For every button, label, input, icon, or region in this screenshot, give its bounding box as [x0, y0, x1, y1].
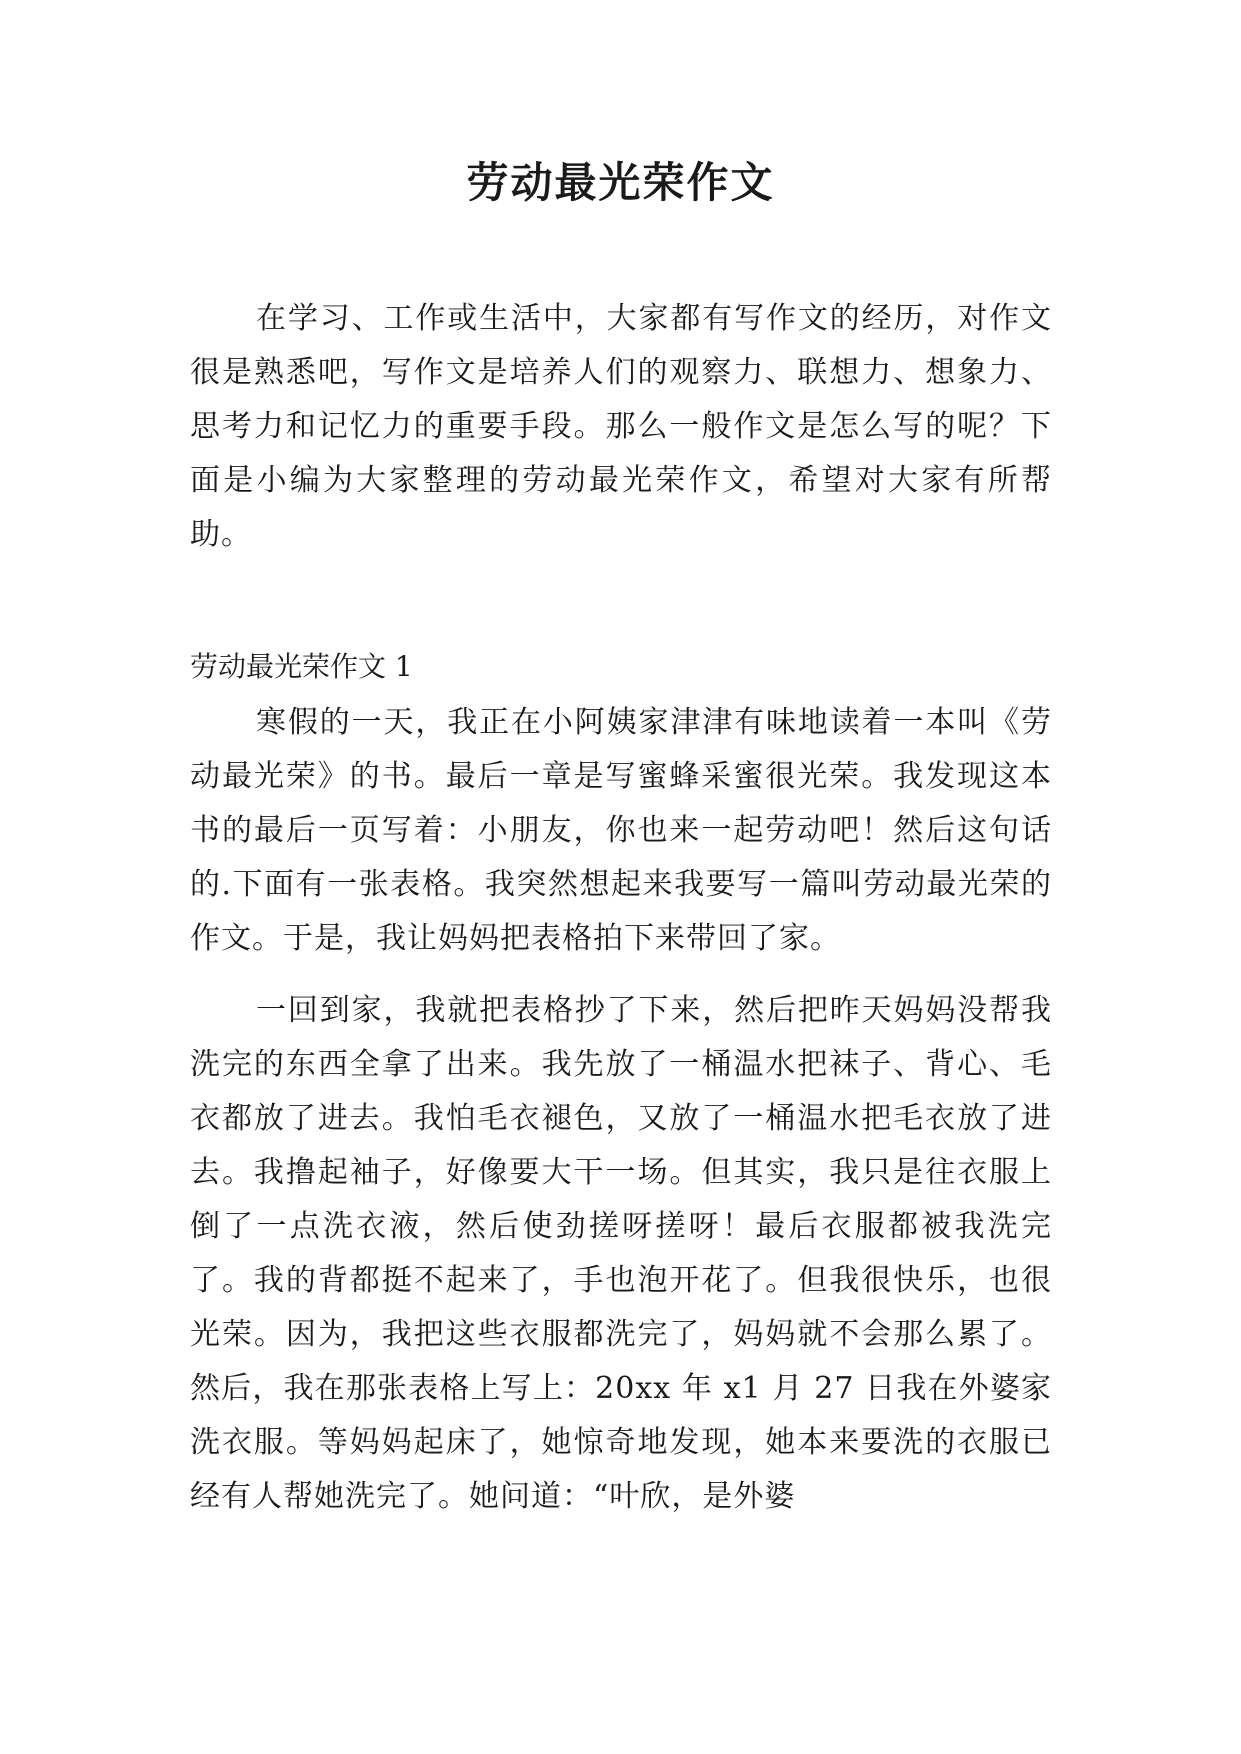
body-paragraph: 一回到家，我就把表格抄了下来，然后把昨天妈妈没帮我洗完的东西全拿了出来。我先放了一桶温水把袜子、背心、毛衣都放了进去。我怕毛衣褪色，又放了一桶温水把毛衣放了进去。我撸起袖子，好像要大干一场。但其实，我只是往衣服上倒了一点洗衣液，然后使劲搓呀搓呀！最后衣服都被我洗完了。我的背都挺不起来了，手也泡开花了。但我很快乐，也很光荣。因为，我把这些衣服都洗完了，妈妈就不会那么累了。然后，我在那张表格上写上：20xx 年 x1 月 27 日我在外婆家洗衣服。等妈妈起床了，她惊奇地发现，她本来要洗的衣服已经有人帮她洗完了。她问道：“叶欣，是外婆: [190, 993, 1052, 1514]
body-paragraph: 寒假的一天，我正在小阿姨家津津有味地读着一本叫《劳动最光荣》的书。最后一章是写蜜蜂采蜜很光荣。我发现这本书的最后一页写着：小朋友，你也来一起劳动吧！然后这句话的.下面有一张表格。我突然想起来我要写一篇叫劳动最光荣的作文。于是，我让妈妈把表格拍下来带回了家。: [190, 705, 1052, 956]
section-heading: 劳动最光荣作文 1: [190, 650, 413, 683]
page-title: 劳动最光荣作文: [466, 158, 775, 207]
intro-paragraph: 在学习、工作或生活中，大家都有写作文的经历，对作文很是熟悉吧，写作文是培养人们的观察力、联想力、想象力、思考力和记忆力的重要手段。那么一般作文是怎么写的呢？下面是小编为大家整理的劳动最光荣作文，希望对大家有所帮助。: [190, 301, 1052, 552]
